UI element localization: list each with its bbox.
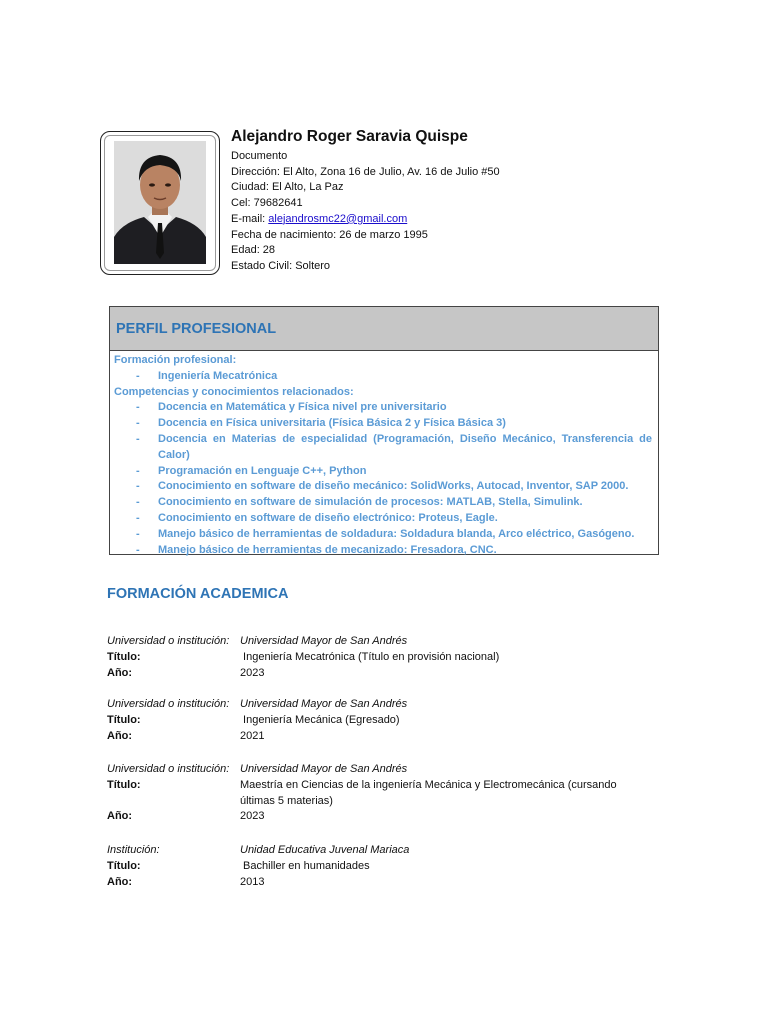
bullet-dash: -	[136, 496, 140, 509]
education-entry	[107, 762, 640, 825]
institution-value: Universidad Mayor de San Andrés	[240, 698, 408, 710]
degree-label: Título:	[107, 859, 141, 872]
list-item-text: Programación en Lenguaje C++, Python	[158, 464, 367, 477]
institution-value: Unidad Educativa Juvenal Mariaca	[240, 844, 410, 856]
list-item-text: Conocimiento en software de simulación de procesos: MATLAB, Stella, Simulink.	[158, 496, 583, 509]
institution-label: Institución:	[107, 844, 160, 856]
list-item	[114, 543, 654, 559]
list-item	[114, 527, 654, 543]
education-entry	[107, 697, 640, 744]
bullet-dash: -	[136, 417, 140, 430]
year-value: 2023	[240, 810, 265, 823]
email-line	[231, 212, 500, 228]
education-entry	[107, 634, 640, 681]
degree-value: Maestría en Ciencias de la ingeniería Mecánica y Electromecánica (cursando últimas 5 materias)	[240, 778, 617, 807]
bullet-dash: -	[136, 527, 140, 540]
candidate-name: Alejandro Roger Saravia Quispe	[231, 128, 468, 145]
perfil-body	[110, 351, 658, 558]
address-line: Dirección: El Alto, Zona 16 de Julio, Av. 16 de Julio #50	[231, 165, 500, 178]
competencias-label: Competencias y conocimientos relacionados:	[114, 385, 354, 398]
year-label: Año:	[107, 810, 133, 823]
list-item-text: Docencia en Matemática y Física nivel pre universitario	[158, 401, 447, 414]
list-item-text: Manejo básico de herramientas de soldadura: Soldadura blanda, Arco eléctrico, Gasógeno.	[158, 527, 635, 540]
profile-photo	[114, 141, 206, 264]
marital-status-line: Estado Civil: Soltero	[231, 259, 331, 272]
document-line: Documento	[231, 150, 288, 162]
degree-value: Bachiller en humanidades	[240, 859, 370, 872]
formacion-label: Formación profesional:	[114, 354, 237, 366]
list-item	[114, 495, 654, 511]
bullet-dash: -	[136, 432, 140, 445]
degree-value: Ingeniería Mecánica (Egresado)	[240, 713, 400, 726]
institution-value: Universidad Mayor de San Andrés	[240, 763, 408, 775]
city-line: Ciudad: El Alto, La Paz	[231, 181, 344, 194]
bullet-dash: -	[136, 480, 140, 493]
year-value: 2023	[240, 666, 265, 679]
age-line: Edad: 28	[231, 244, 276, 257]
bullet-dash: -	[136, 511, 140, 524]
institution-value: Universidad Mayor de San Andrés	[240, 635, 408, 647]
list-item	[114, 432, 654, 464]
list-item	[114, 464, 654, 480]
list-item	[114, 400, 654, 416]
email-label: E-mail:	[231, 212, 269, 225]
list-item-text: Docencia en Física universitaria (Física Básica 2 y Física Básica 3)	[158, 417, 506, 430]
year-label: Año:	[107, 666, 133, 679]
bullet-dash: -	[136, 543, 140, 556]
perfil-title: PERFIL PROFESIONAL	[116, 320, 277, 337]
institution-label: Universidad o institución:	[107, 763, 230, 775]
bullet-dash: -	[136, 464, 140, 477]
year-value: 2013	[240, 875, 265, 888]
year-label: Año:	[107, 875, 133, 888]
degree-label: Título:	[107, 713, 141, 726]
year-label: Año:	[107, 729, 133, 742]
list-item-text: Docencia en Materias de especialidad (Programación, Diseño Mecánico, Transferencia de Calor)	[158, 432, 652, 461]
education-entry	[107, 843, 640, 890]
year-value: 2021	[240, 729, 265, 742]
degree-label: Título:	[107, 778, 141, 791]
bullet-dash: -	[136, 401, 140, 414]
list-item-text: Conocimiento en software de diseño mecánico: SolidWorks, Autocad, Inventor, SAP 2000.	[158, 480, 629, 493]
email-link[interactable]: alejandrosmc22@gmail.com	[268, 212, 408, 225]
list-item-text: Conocimiento en software de diseño electrónico: Proteus, Eagle.	[158, 511, 498, 524]
phone-line: Cel: 79682641	[231, 197, 303, 210]
institution-label: Universidad o institución:	[107, 635, 230, 647]
list-item-text: Ingeniería Mecatrónica	[158, 369, 278, 382]
list-item	[114, 511, 654, 527]
profile-photo-frame	[100, 131, 220, 275]
list-item	[114, 479, 654, 495]
perfil-profesional-box	[109, 306, 659, 555]
perfil-header	[110, 307, 658, 351]
birthdate-line: Fecha de nacimiento: 26 de marzo 1995	[231, 228, 428, 241]
bullet-dash: -	[136, 369, 140, 382]
formacion-academica-title: FORMACIÓN ACADEMICA	[107, 586, 289, 602]
degree-value: Ingeniería Mecatrónica (Título en provisión nacional)	[240, 650, 500, 663]
list-item-text: Manejo básico de herramientas de mecanizado: Fresadora, CNC.	[158, 543, 497, 556]
degree-label: Título:	[107, 650, 141, 663]
list-item	[114, 416, 654, 432]
list-item	[114, 369, 654, 385]
contact-info	[231, 149, 500, 275]
institution-label: Universidad o institución:	[107, 698, 230, 710]
